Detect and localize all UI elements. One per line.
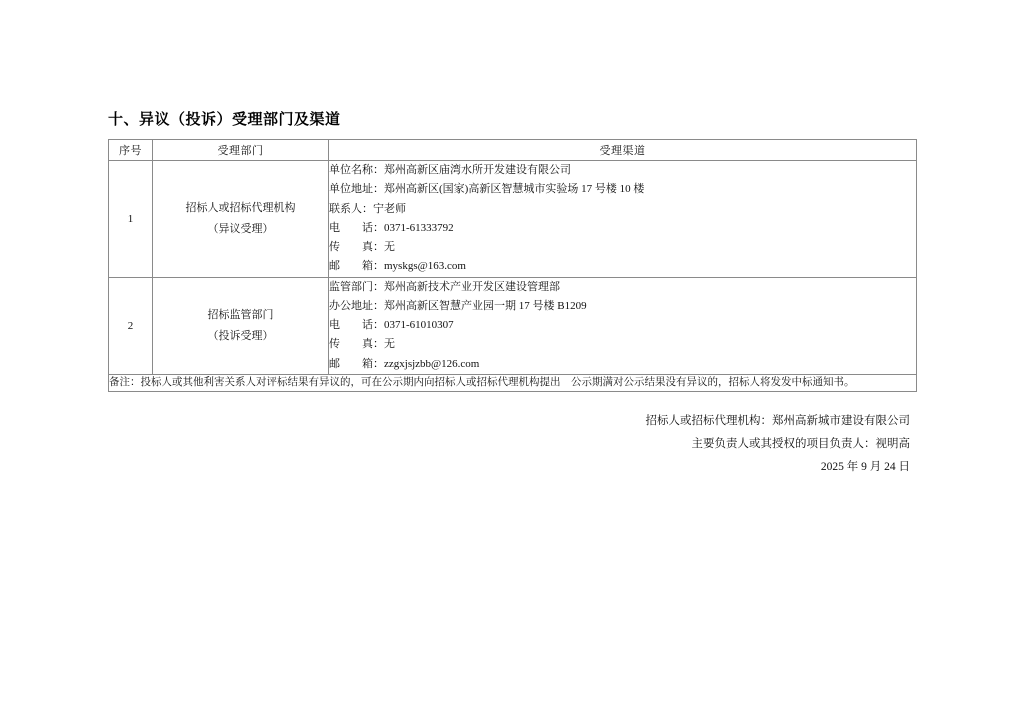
table-note-row [109, 374, 917, 391]
channel-line: 电 话：0371-61333792 [329, 221, 454, 234]
row-channel [329, 277, 917, 374]
document-content [108, 108, 916, 479]
channel-line: 单位名称：郑州高新区庙湾水所开发建设有限公司 [329, 164, 571, 176]
table-row [109, 277, 917, 374]
row-dept [153, 277, 329, 374]
channel-line: 单位地址：郑州高新区(国家)高新区智慧城市实验场 17 号楼 10 楼 [329, 183, 645, 196]
header-cell-no: 序号 [109, 140, 153, 161]
table-row [109, 161, 917, 278]
complaint-channel-table [108, 139, 917, 392]
channel-line: 电 话：0371-61010307 [329, 319, 454, 331]
dept-line-2: （异议受理） [207, 222, 274, 235]
dept-line-1: 招标人或招标代理机构 [185, 201, 296, 214]
channel-line: 传 真：无 [329, 241, 395, 253]
dept-line-2: （投诉受理） [207, 329, 274, 342]
channel-line: 邮 箱：myskgs@163.com [329, 260, 466, 273]
channel-line: 传 真：无 [329, 338, 395, 351]
row-channel [329, 161, 917, 278]
row-dept [153, 161, 329, 278]
channel-line: 监管部门：郑州高新技术产业开发区建设管理部 [329, 280, 560, 293]
signoff-line-responsible: 主要负责人或其授权的项目负责人：视明高 [691, 437, 910, 450]
row-no: 2 [109, 277, 153, 374]
channel-line: 邮 箱：zzgxjsjzbb@126.com [329, 357, 480, 370]
channel-line: 联系人：宁老师 [329, 202, 406, 215]
dept-line-1: 招标监管部门 [207, 308, 274, 321]
signoff-line-date: 2025 年 9 月 24 日 [820, 460, 910, 473]
page-title: 十、异议（投诉）受理部门及渠道 [108, 112, 341, 128]
table-header-row [109, 140, 917, 161]
row-no: 1 [109, 161, 153, 278]
header-cell-channel: 受理渠道 [329, 140, 917, 161]
signoff-block [108, 410, 916, 479]
table-note: 备注：投标人或其他利害关系人对评标结果有异议的，可在公示期内向招标人或招标代理机构提出 公示期满对公示结果没有异议的，招标人将发发中标通知书。 [109, 374, 917, 391]
signoff-line-agency: 招标人或招标代理机构：郑州高新城市建设有限公司 [645, 414, 910, 427]
channel-line: 办公地址：郑州高新区智慧产业园一期 17 号楼 B1209 [329, 299, 587, 312]
header-cell-dept: 受理部门 [153, 140, 329, 161]
